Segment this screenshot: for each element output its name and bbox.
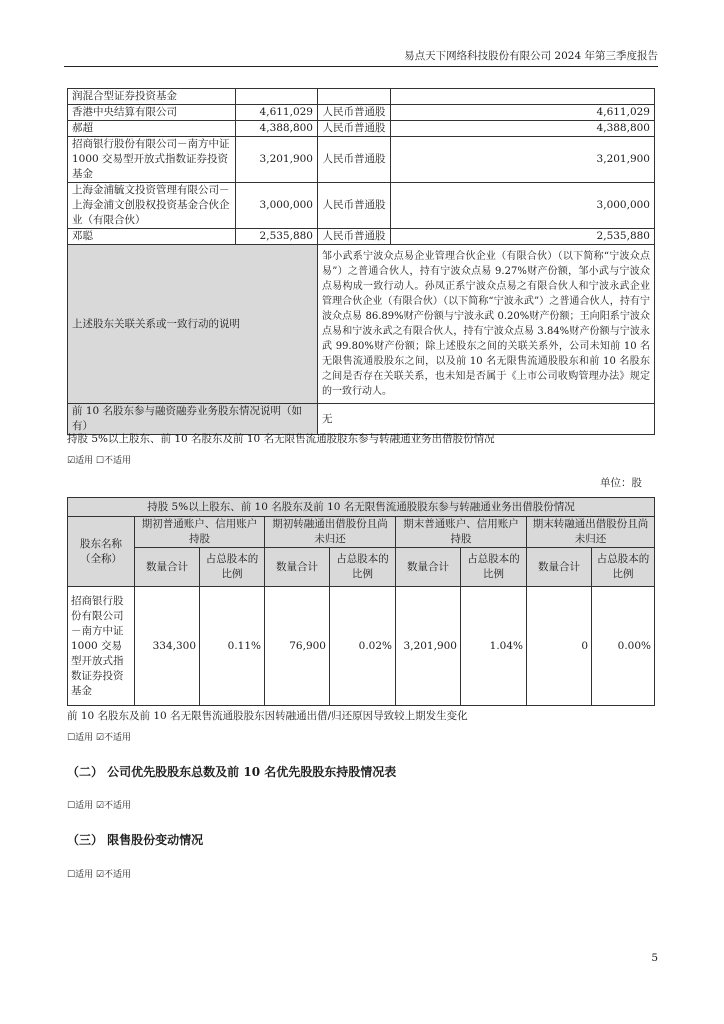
relation-text: 邹小武系宁波众点易企业管理合伙企业（有限合伙）（以下简称“宁波众点易”）之普通合伙人，持有宁波众点易 9.27%财产份额，邹小武与宁波众点易构成一致行动人。孙凤正系宁波众点易之有限合伙人和宁波永武企业管理合伙企业（有限合伙）（以下简称“宁波永武”）之普通合伙人，持有宁波众点易 86.89%财产份额与宁波永武 0.20%财产份额；王向阳系宁波众点易和宁波永武之有限合伙人，持有宁波众点易 3.84%财产份额与宁波永武 99.80%财产份额；除上述股东之间的关联关系外，公司未知前 10 名无限售流通股股东之间，以及前 10 名无限售流通股股东和前 10 名股东之间是否存在关联关系，也未知是否属于《上市公司收购管理办法》规定的一致行动人。 [318,245,655,404]
table-row: 招商银行股份有限公司－南方中证 1000 交易型开放式指数证券投资基金 3,201,900 人民币普通股 3,201,900 [68,137,655,183]
lending-applicable-checkbox[interactable]: ☑适用 ☐不适用 [67,456,131,466]
shareholder-name: 香港中央结算有限公司 [68,105,236,121]
relation-row [68,245,655,404]
shareholder-name: 邓聪 [68,229,236,245]
sub-header-pct: 占总股本的比例 [461,548,527,587]
lending-table-title: 持股 5%以上股东、前 10 名股东及前 10 名无限售流通股股东参与转融通业务出借股份情况 [68,498,655,517]
sub-header-pct: 占总股本的比例 [200,548,265,587]
table-row: 香港中央结算有限公司 4,611,029 人民币普通股 4,611,029 [68,105,655,121]
page-number: 5 [651,952,658,964]
section3-heading: （三） 限售股份变动情况 [67,833,204,847]
section2-applicable-checkbox[interactable]: ☐适用 ☑不适用 [67,801,131,811]
top10-table [67,88,655,435]
change-title: 前 10 名股东及前 10 名无限售流通股股东因转融通出借/归还原因导致较上期发生变化 [67,710,468,722]
page-header [64,48,658,67]
table-row: 郝超 4,388,800 人民币普通股 4,388,800 [68,121,655,137]
table-row: 招商银行股份有限公司－南方中证 1000 交易型开放式指数证券投资基金 334,300 0.11% 76,900 0.02% 3,201,900 1.04% 0 0.00% [68,587,655,706]
group-header: 期末转融通出借股份且尚未归还 [527,517,655,548]
table-row [68,89,655,105]
table-row: 上海金浦毓文投资管理有限公司－上海金浦文创股权投资基金合伙企业（有限合伙） 3,000,000 人民币普通股 3,000,000 [68,183,655,229]
section3-applicable-checkbox[interactable]: ☐适用 ☑不适用 [67,870,131,880]
shareholder-name: 郝超 [68,121,236,137]
group-header: 期末普通账户、信用账户持股 [396,517,527,548]
lending-table-title-row [68,498,655,517]
sub-header-qty: 数量合计 [265,548,330,587]
shareholder-name: 招商银行股份有限公司－南方中证 1000 交易型开放式指数证券投资基金 [68,587,135,706]
lending-table [67,497,655,706]
sub-header-qty: 数量合计 [527,548,592,587]
header-title: 易点天下网络科技股份有限公司 2024 年第三季度报告 [404,50,658,62]
group-header: 期初转融通出借股份且尚未归还 [265,517,396,548]
col-shareholder-name: 股东名称（全称） [68,517,135,587]
margin-text: 无 [318,404,655,435]
sub-header-qty: 数量合计 [396,548,461,587]
shareholder-name: 上海金浦毓文投资管理有限公司－上海金浦文创股权投资基金合伙企业（有限合伙） [68,183,236,229]
sub-header-pct: 占总股本的比例 [592,548,655,587]
lending-table-sub-row [68,548,655,587]
section2-heading: （二） 公司优先股股东总数及前 10 名优先股股东持股情况表 [67,765,397,779]
unit-label: 单位：股 [600,477,642,489]
change-applicable-checkbox[interactable]: ☐适用 ☑不适用 [67,733,131,743]
sub-header-qty: 数量合计 [135,548,200,587]
lending-table-group-row [68,517,655,548]
shareholder-name: 招商银行股份有限公司－南方中证 1000 交易型开放式指数证券投资基金 [68,137,236,183]
table-row: 邓聪 2,535,880 人民币普通股 2,535,880 [68,229,655,245]
margin-label: 前 10 名股东参与融资融券业务股东情况说明（如有） [68,404,318,435]
sub-header-pct: 占总股本的比例 [330,548,396,587]
group-header: 期初普通账户、信用账户持股 [135,517,265,548]
lending-title: 持股 5%以上股东、前 10 名股东及前 10 名无限售流通股股东参与转融通业务出借股份情况 [67,433,495,445]
shareholder-name: 润混合型证券投资基金 [68,89,236,105]
relation-label: 上述股东关联关系或一致行动的说明 [68,245,318,404]
margin-row [68,404,655,435]
